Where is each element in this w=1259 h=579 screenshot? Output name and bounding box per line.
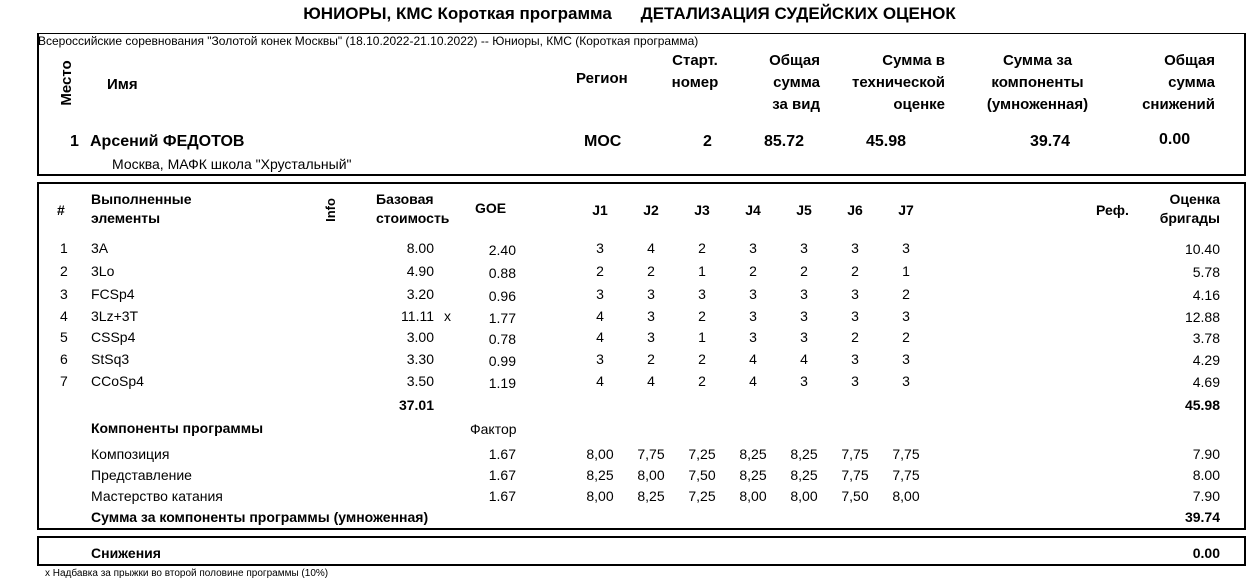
header-tes: Сумма в технической оценке — [851, 52, 945, 113]
elements-header-base: Базовая стоимость — [376, 191, 450, 226]
element-judge-score: 2 — [698, 240, 706, 256]
component-judge-score: 7,75 — [892, 467, 920, 483]
element-judge-score: 4 — [800, 351, 808, 367]
component-factor: 1.67 — [488, 488, 516, 504]
element-number: 2 — [60, 263, 68, 279]
element-judge-score: 3 — [902, 373, 910, 389]
element-judge-score: 3 — [800, 286, 808, 302]
element-panel-score: 4.16 — [1192, 287, 1220, 303]
component-judge-score: 8,25 — [790, 446, 818, 462]
element-judge-score: 4 — [749, 351, 757, 367]
element-judge-score: 3 — [902, 308, 910, 324]
judge-header: J1 — [592, 202, 608, 218]
element-judge-score: 2 — [749, 263, 757, 279]
component-judge-score: 8,25 — [790, 467, 818, 483]
judge-header: J6 — [847, 202, 863, 218]
component-name: Представление — [91, 467, 192, 483]
element-judge-score: 3 — [800, 240, 808, 256]
element-judge-score: 2 — [902, 329, 910, 345]
element-judge-score: 4 — [647, 240, 655, 256]
component-judge-score: 8,00 — [739, 488, 767, 504]
header-start-no: Старт. номер — [671, 52, 719, 91]
element-code: CCoSp4 — [91, 373, 144, 389]
element-judge-score: 3 — [800, 308, 808, 324]
component-judge-score: 8,00 — [637, 467, 665, 483]
header-place: Место — [58, 60, 75, 106]
element-number: 4 — [60, 308, 68, 324]
element-judge-score: 3 — [749, 308, 757, 324]
skater-pcs: 39.74 — [1030, 133, 1071, 150]
component-judge-score: 7,25 — [688, 488, 716, 504]
component-judge-score: 7,50 — [841, 488, 869, 504]
component-judge-score: 8,25 — [637, 488, 665, 504]
element-number: 5 — [60, 329, 68, 345]
element-code: 3A — [91, 240, 109, 256]
element-panel-score: 12.88 — [1184, 309, 1220, 325]
element-judge-score: 2 — [698, 351, 706, 367]
elements-header-ref: Реф. — [1096, 202, 1129, 218]
element-info: x — [444, 308, 451, 324]
element-judge-score: 3 — [902, 351, 910, 367]
element-goe: 0.99 — [488, 353, 516, 369]
element-number: 3 — [60, 286, 68, 302]
header-region: Регион — [576, 70, 628, 87]
component-judge-score: 8,00 — [586, 488, 614, 504]
element-judge-score: 2 — [851, 329, 859, 345]
components-heading: Компоненты программы — [91, 420, 264, 436]
element-base-value: 8.00 — [406, 240, 434, 256]
event-line: Всероссийские соревнования "Золотой конек Москвы" (18.10.2022-21.10.2022) -- Юниоры, КМС (Короткая программа) — [38, 34, 699, 48]
judge-header: J4 — [745, 202, 761, 218]
component-judge-score: 7,75 — [841, 467, 869, 483]
element-number: 7 — [60, 373, 68, 389]
header-total-segment: Общая сумма за вид — [769, 52, 820, 113]
component-factor: 1.67 — [488, 467, 516, 483]
judge-header: J5 — [796, 202, 812, 218]
component-score: 8.00 — [1192, 467, 1220, 483]
element-judge-score: 1 — [902, 263, 910, 279]
element-goe: 0.78 — [488, 331, 516, 347]
component-judge-score: 8,25 — [739, 467, 767, 483]
component-factor: 1.67 — [488, 446, 516, 462]
component-judge-score: 7,50 — [688, 467, 716, 483]
element-judge-score: 1 — [698, 263, 706, 279]
tes-total: 45.98 — [1184, 397, 1220, 413]
component-judge-score: 7,75 — [841, 446, 869, 462]
element-goe: 2.40 — [488, 242, 516, 258]
element-judge-score: 3 — [800, 329, 808, 345]
element-judge-score: 3 — [749, 240, 757, 256]
element-code: 3Lo — [91, 263, 115, 279]
skater-place: 1 — [70, 133, 79, 150]
element-code: 3Lz+3T — [91, 308, 139, 324]
element-judge-score: 3 — [851, 308, 859, 324]
deductions-box — [37, 536, 1246, 566]
element-judge-score: 2 — [851, 263, 859, 279]
element-judge-score: 2 — [698, 373, 706, 389]
component-name: Мастерство катания — [91, 488, 223, 504]
element-judge-score: 3 — [647, 286, 655, 302]
report-title — [0, 4, 1259, 24]
element-base-value: 3.30 — [406, 351, 434, 367]
component-name: Композиция — [91, 446, 170, 462]
pcs-total: 39.74 — [1184, 509, 1220, 525]
element-judge-score: 1 — [698, 329, 706, 345]
element-judge-score: 3 — [851, 373, 859, 389]
element-panel-score: 10.40 — [1184, 241, 1220, 257]
report-type-title: ДЕТАЛИЗАЦИЯ СУДЕЙСКИХ ОЦЕНОК — [640, 4, 956, 23]
element-panel-score: 4.29 — [1192, 352, 1220, 368]
element-goe: 1.77 — [488, 310, 516, 326]
element-judge-score: 3 — [749, 329, 757, 345]
element-judge-score: 3 — [851, 240, 859, 256]
element-judge-score: 2 — [647, 351, 655, 367]
element-goe: 1.19 — [488, 375, 516, 391]
element-panel-score: 5.78 — [1192, 264, 1220, 280]
judge-header: J3 — [694, 202, 710, 218]
skater-start-no: 2 — [703, 133, 712, 150]
element-base-value: 4.90 — [406, 263, 434, 279]
element-judge-score: 3 — [851, 286, 859, 302]
component-score: 7.90 — [1192, 488, 1220, 504]
element-judge-score: 4 — [596, 329, 604, 345]
pcs-total-label: Сумма за компоненты программы (умноженная) — [91, 509, 429, 525]
footnote: x Надбавка за прыжки во второй половине программы (10%) — [45, 568, 329, 579]
skater-total-segment: 85.72 — [764, 133, 805, 150]
element-judge-score: 3 — [596, 240, 604, 256]
element-judge-score: 2 — [698, 308, 706, 324]
element-judge-score: 3 — [647, 329, 655, 345]
element-base-value: 3.50 — [406, 373, 434, 389]
deductions-total: 0.00 — [1192, 545, 1220, 561]
element-judge-score: 2 — [647, 263, 655, 279]
component-score: 7.90 — [1192, 446, 1220, 462]
element-judge-score: 2 — [902, 286, 910, 302]
skater-tes: 45.98 — [866, 133, 907, 150]
header-pcs: Сумма за компоненты (умноженная) — [986, 52, 1089, 113]
judge-header: J2 — [643, 202, 659, 218]
element-panel-score: 3.78 — [1192, 330, 1220, 346]
element-base-value: 11.11 — [401, 308, 434, 324]
skater-region: MOC — [584, 133, 622, 150]
component-judge-score: 7,25 — [688, 446, 716, 462]
element-panel-score: 4.69 — [1192, 374, 1220, 390]
element-judge-score: 3 — [698, 286, 706, 302]
header-deductions: Общая сумма снижений — [1142, 52, 1215, 113]
component-judge-score: 8,25 — [586, 467, 614, 483]
skater-club: Москва, МАФК школа "Хрустальный" — [112, 156, 352, 172]
element-judge-score: 3 — [851, 351, 859, 367]
elements-header-info: Info — [323, 198, 338, 222]
element-judge-score: 3 — [596, 286, 604, 302]
element-judge-score: 4 — [749, 373, 757, 389]
element-judge-score: 3 — [902, 240, 910, 256]
element-judge-score: 4 — [596, 373, 604, 389]
skater-deductions: 0.00 — [1159, 131, 1191, 148]
element-number: 1 — [60, 240, 68, 256]
skater-name: Арсений ФЕДОТОВ — [90, 133, 245, 150]
component-judge-score: 8,00 — [892, 488, 920, 504]
header-name: Имя — [107, 76, 138, 93]
element-judge-score: 2 — [800, 263, 808, 279]
base-value-total: 37.01 — [398, 397, 434, 413]
category-title: ЮНИОРЫ, КМС Короткая программа — [303, 4, 612, 23]
component-judge-score: 8,00 — [790, 488, 818, 504]
element-judge-score: 3 — [749, 286, 757, 302]
elements-header-element: Выполненные элементы — [91, 191, 192, 226]
element-base-value: 3.20 — [406, 286, 434, 302]
element-judge-score: 3 — [596, 351, 604, 367]
element-judge-score: 3 — [800, 373, 808, 389]
elements-header-goe: GOE — [475, 200, 507, 216]
component-judge-score: 8,25 — [739, 446, 767, 462]
component-judge-score: 8,00 — [586, 446, 614, 462]
elements-header-panel: Оценка бригады — [1159, 191, 1220, 226]
element-judge-score: 4 — [647, 373, 655, 389]
deductions-label: Снижения — [91, 545, 161, 561]
judge-header: J7 — [898, 202, 914, 218]
elements-header-num: # — [57, 202, 65, 218]
component-judge-score: 7,75 — [892, 446, 920, 462]
component-judge-score: 7,75 — [637, 446, 665, 462]
element-goe: 0.88 — [488, 265, 516, 281]
element-judge-score: 3 — [647, 308, 655, 324]
element-judge-score: 2 — [596, 263, 604, 279]
element-code: CSSp4 — [91, 329, 136, 345]
element-number: 6 — [60, 351, 68, 367]
element-code: StSq3 — [91, 351, 130, 367]
element-goe: 0.96 — [488, 288, 516, 304]
element-code: FCSp4 — [91, 286, 135, 302]
element-base-value: 3.00 — [406, 329, 434, 345]
factor-label: Фактор — [470, 421, 517, 437]
element-judge-score: 4 — [596, 308, 604, 324]
